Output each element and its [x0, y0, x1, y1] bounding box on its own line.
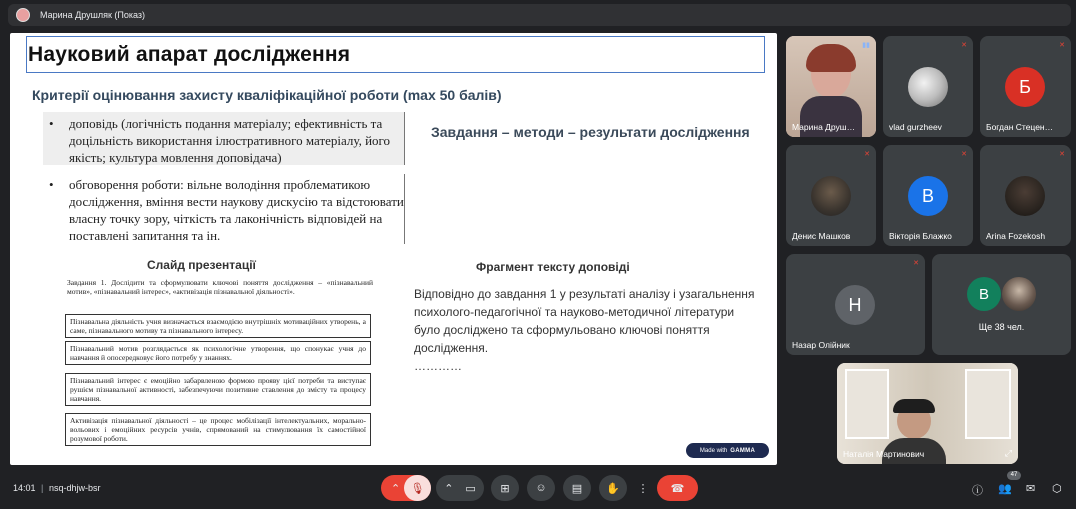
bullet-1-text: доповідь (логічність подання матеріалу; ефективність та доцільність використання ілюстративного матеріалу, його якість; культура мовлення доповідача)	[69, 116, 391, 165]
participant-name: Наталія Мартинович	[843, 449, 925, 459]
chevron-up-icon: ⌃	[391, 482, 401, 495]
captions-button[interactable]	[563, 475, 591, 501]
microphone-toggle-button[interactable]	[404, 475, 431, 501]
chevron-up-icon: ⌃	[444, 482, 454, 495]
mic-muted-icon: ✕	[864, 151, 870, 158]
slide-title-box	[26, 36, 765, 73]
more-vert-icon: ⋮	[637, 482, 649, 495]
participant-tile[interactable]	[786, 254, 925, 355]
slide-criteria: Критерії оцінювання захисту кваліфікаційної роботи (max 50 балів)	[32, 87, 502, 103]
emoji-icon: ☺	[535, 482, 547, 494]
self-view-tile[interactable]	[837, 363, 1018, 464]
more-options-button[interactable]	[633, 475, 653, 501]
presenter-title: Марина Друшляк (Показ)	[40, 10, 146, 20]
participant-name: vlad gurzheev	[889, 122, 942, 132]
camera-icon: ▭	[465, 482, 476, 495]
mic-muted-icon: ✕	[1059, 42, 1065, 49]
present-screen-icon: ⊞	[500, 482, 510, 495]
slide-heading: Слайд презентації	[147, 258, 256, 272]
mic-muted-icon: ✕	[1059, 151, 1065, 158]
participant-tile[interactable]	[883, 145, 973, 246]
avatar	[811, 176, 851, 216]
bullet-2-text: обговорення роботи: вільне володіння проблематикою дослідження, вміння вести наукову дискусію та відстоювати власну точку зору, чіткість та лаконічність відповідей на поставлені запитання та ін.	[69, 177, 404, 243]
participant-tile[interactable]	[786, 36, 876, 137]
doc-definition-box: Активізація пізнавальної діяльності – це процес мобілізації інтелектуальних, морально-вольових і емоційних ресурсів учнів, спрямований на стимулювання їх самостійної розумової роботи.	[65, 413, 371, 446]
clock: 14:01	[13, 483, 36, 493]
avatar	[1005, 176, 1045, 216]
avatar: Б	[1005, 67, 1045, 107]
participant-name: Богдан Стецен…	[986, 122, 1054, 132]
mic-muted-icon: ✕	[913, 260, 919, 267]
gamma-logo: GAMMA	[730, 447, 756, 454]
camera-toggle-button[interactable]	[436, 475, 484, 501]
bullet-dot: •	[49, 177, 54, 192]
mic-muted-icon: ✕	[961, 42, 967, 49]
made-with-gamma-badge[interactable]	[686, 443, 769, 458]
hand-icon: ✋	[606, 482, 620, 495]
participant-tile[interactable]	[883, 36, 973, 137]
fragment-paragraph: Відповідно до завдання 1 у результаті аналізу і узагальнення психолого-педагогічної та науково-методичної літератури було досліджено та сформульовано ключові поняття дослідження.	[414, 287, 755, 355]
fragment-heading: Фрагмент тексту доповіді	[476, 260, 630, 274]
avatar	[908, 67, 948, 107]
mic-muted-icon: ✕	[961, 151, 967, 158]
avatar: В	[967, 277, 1001, 311]
people-icon[interactable]: 👥	[998, 483, 1012, 495]
chat-icon[interactable]: ✉	[1026, 483, 1036, 495]
participant-name: Вікторія Блажко	[889, 231, 952, 241]
shared-slide	[10, 33, 777, 465]
avatar: Н	[835, 285, 875, 325]
fragment-dots: …………	[414, 359, 462, 373]
made-with-label: Made with	[699, 447, 728, 454]
raise-hand-button[interactable]	[599, 475, 627, 501]
background-shelf	[965, 369, 1011, 439]
info-icon[interactable]: ⓘ	[972, 485, 983, 497]
participant-name: Arina Fozekosh	[986, 231, 1046, 241]
avatar: В	[908, 176, 948, 216]
leave-call-button[interactable]	[657, 475, 698, 501]
doc-definition-box: Пізнавальний мотив розглядається як психологічне утворення, що спонукає учня до навчання й опосередковує його потребу у знаннях.	[65, 341, 371, 365]
slide-title: Науковий апарат дослідження	[28, 42, 351, 66]
participant-tile[interactable]	[786, 145, 876, 246]
presenter-bar	[8, 4, 1071, 26]
more-participants-tile[interactable]	[932, 254, 1071, 355]
present-button[interactable]	[491, 475, 519, 501]
person-hair	[806, 44, 856, 72]
pin-icon[interactable]: ⤢	[1004, 448, 1012, 458]
end-call-icon: ☎	[670, 482, 685, 495]
reactions-button[interactable]	[527, 475, 555, 501]
participant-tile[interactable]	[980, 145, 1071, 246]
fragment-text	[414, 285, 759, 375]
presenter-avatar	[16, 8, 30, 22]
avatar	[1002, 277, 1036, 311]
background-shelf	[845, 369, 889, 439]
activities-icon[interactable]: ⬡	[1052, 483, 1062, 495]
mic-off-icon: 🎙	[410, 482, 425, 495]
more-participants-label: Ще 38 чел.	[978, 322, 1025, 332]
doc-task1: Завдання 1. Дослідити та сформулювати ключові поняття дослідження – «пізнавальний мотив», «пізнавальний інтерес», «активізація пізнавальної діяльності».	[67, 278, 373, 296]
speaking-icon: ▮▮	[862, 42, 870, 49]
participant-tile[interactable]	[980, 36, 1071, 137]
people-count-badge: 47	[1007, 471, 1021, 480]
participant-name: Назар Олійник	[792, 340, 850, 350]
doc-definition-box: Пізнавальний інтерес є емоційно забарвленою формою прояву цієї потреби та виступає рушієм пізнавальної активності, забезпечуючи позитивне ставлення до змісту та процесу навчання.	[65, 373, 371, 406]
person-hair	[893, 399, 935, 413]
meeting-code: nsq-dhjw-bsr	[49, 483, 101, 493]
bottom-control-bar	[0, 470, 1076, 509]
participant-name: Денис Машков	[792, 231, 851, 241]
participant-name: Марина Друш…	[792, 122, 856, 132]
separator: |	[41, 483, 44, 493]
doc-definition-box: Пізнавальна діяльність учня визначається взаємодією внутрішніх мотиваційних утворень, а саме, пізнавального мотиву та пізнавального інтересу.	[65, 314, 371, 338]
bullet-dot: •	[49, 116, 54, 131]
bullet-box-2	[43, 174, 405, 244]
captions-icon: ▤	[571, 482, 583, 495]
tasks-heading: Завдання – методи – результати дослідження	[431, 124, 750, 140]
bullet-box-1	[43, 112, 405, 165]
